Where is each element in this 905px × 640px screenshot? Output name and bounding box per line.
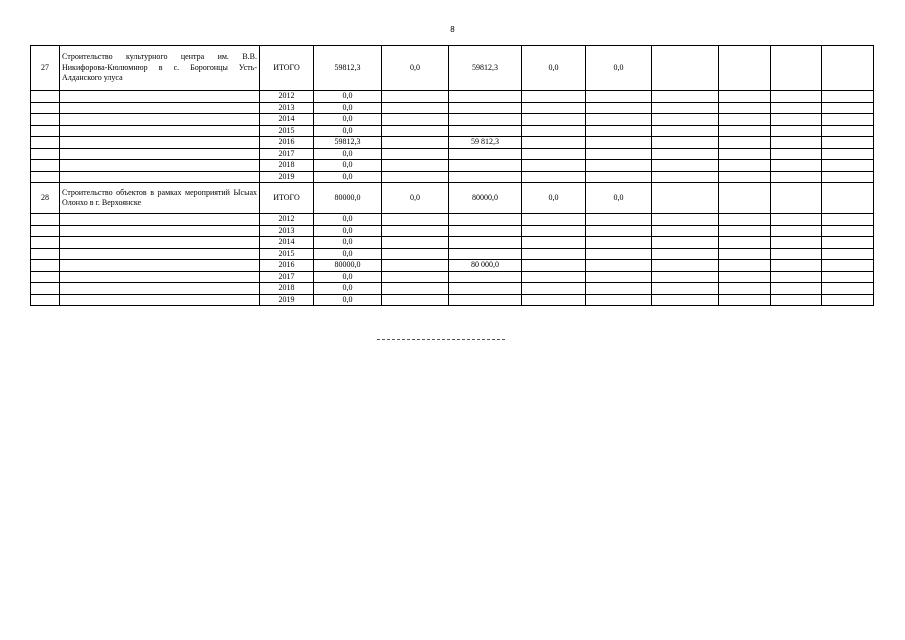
empty-cell	[31, 294, 60, 306]
empty-cell	[652, 102, 719, 114]
year-cell: 2019	[260, 294, 314, 306]
empty-cell	[822, 225, 874, 237]
year-value-cell: 0,0	[314, 102, 382, 114]
table-row-year	[31, 237, 874, 249]
empty-cell	[586, 294, 652, 306]
total-value-cell: 0,0	[382, 46, 449, 91]
year-value-cell: 0,0	[314, 283, 382, 295]
year-cell: 2014	[260, 237, 314, 249]
year-cell: 2015	[260, 125, 314, 137]
empty-cell	[719, 248, 771, 260]
empty-cell	[382, 160, 449, 172]
empty-cell	[522, 248, 586, 260]
empty-cell	[60, 91, 260, 103]
total-value-cell: 0,0	[522, 183, 586, 214]
total-value-cell	[652, 46, 719, 91]
empty-cell	[771, 294, 822, 306]
empty-cell	[522, 160, 586, 172]
empty-cell	[586, 283, 652, 295]
empty-cell	[719, 91, 771, 103]
empty-cell	[31, 102, 60, 114]
empty-cell	[652, 114, 719, 126]
year-value-cell: 0,0	[314, 125, 382, 137]
empty-cell	[822, 237, 874, 249]
empty-cell	[771, 214, 822, 226]
year-col3-cell: 80 000,0	[449, 260, 522, 272]
total-value-cell: 0,0	[586, 46, 652, 91]
year-cell: 2018	[260, 160, 314, 172]
empty-cell	[31, 171, 60, 183]
empty-cell	[382, 171, 449, 183]
year-value-cell: 0,0	[314, 171, 382, 183]
empty-cell	[586, 248, 652, 260]
total-label: ИТОГО	[260, 183, 314, 214]
table-row-year	[31, 160, 874, 172]
year-col3-cell	[449, 114, 522, 126]
empty-cell	[522, 225, 586, 237]
empty-cell	[60, 283, 260, 295]
empty-cell	[771, 171, 822, 183]
table-row-project	[31, 46, 874, 91]
empty-cell	[522, 91, 586, 103]
empty-cell	[771, 148, 822, 160]
empty-cell	[719, 283, 771, 295]
table-row-year	[31, 91, 874, 103]
empty-cell	[60, 248, 260, 260]
total-value-cell	[771, 183, 822, 214]
empty-cell	[382, 248, 449, 260]
year-value-cell: 0,0	[314, 237, 382, 249]
year-col3-cell	[449, 91, 522, 103]
empty-cell	[771, 125, 822, 137]
empty-cell	[719, 214, 771, 226]
empty-cell	[719, 148, 771, 160]
empty-cell	[60, 114, 260, 126]
year-cell: 2017	[260, 271, 314, 283]
empty-cell	[822, 214, 874, 226]
total-value-cell: 0,0	[382, 183, 449, 214]
empty-cell	[382, 294, 449, 306]
empty-cell	[652, 225, 719, 237]
total-value-cell	[719, 46, 771, 91]
empty-cell	[652, 271, 719, 283]
empty-cell	[822, 137, 874, 149]
empty-cell	[652, 137, 719, 149]
empty-cell	[586, 171, 652, 183]
year-cell: 2018	[260, 283, 314, 295]
empty-cell	[719, 225, 771, 237]
year-cell: 2016	[260, 137, 314, 149]
empty-cell	[60, 271, 260, 283]
year-col3-cell	[449, 237, 522, 249]
table-row-year	[31, 294, 874, 306]
year-cell: 2017	[260, 148, 314, 160]
table-row-year	[31, 148, 874, 160]
empty-cell	[586, 237, 652, 249]
total-label: ИТОГО	[260, 46, 314, 91]
empty-cell	[382, 214, 449, 226]
year-col3-cell	[449, 148, 522, 160]
empty-cell	[586, 137, 652, 149]
empty-cell	[31, 283, 60, 295]
empty-cell	[522, 260, 586, 272]
empty-cell	[60, 160, 260, 172]
empty-cell	[719, 114, 771, 126]
empty-cell	[382, 260, 449, 272]
empty-cell	[382, 114, 449, 126]
empty-cell	[822, 260, 874, 272]
year-col3-cell	[449, 102, 522, 114]
empty-cell	[822, 283, 874, 295]
empty-cell	[31, 260, 60, 272]
empty-cell	[652, 91, 719, 103]
empty-cell	[382, 283, 449, 295]
year-cell: 2012	[260, 214, 314, 226]
empty-cell	[822, 114, 874, 126]
empty-cell	[822, 102, 874, 114]
empty-cell	[522, 214, 586, 226]
year-cell: 2014	[260, 114, 314, 126]
year-value-cell: 0,0	[314, 148, 382, 160]
empty-cell	[31, 137, 60, 149]
budget-table	[30, 45, 874, 306]
empty-cell	[382, 148, 449, 160]
empty-cell	[771, 91, 822, 103]
empty-cell	[719, 237, 771, 249]
empty-cell	[771, 225, 822, 237]
year-col3-cell	[449, 294, 522, 306]
year-value-cell: 0,0	[314, 160, 382, 172]
empty-cell	[652, 125, 719, 137]
empty-cell	[31, 160, 60, 172]
empty-cell	[822, 91, 874, 103]
table-row-year	[31, 260, 874, 272]
empty-cell	[382, 137, 449, 149]
empty-cell	[771, 248, 822, 260]
empty-cell	[719, 171, 771, 183]
year-cell: 2015	[260, 248, 314, 260]
year-cell: 2019	[260, 171, 314, 183]
empty-cell	[719, 137, 771, 149]
year-col3-cell	[449, 225, 522, 237]
empty-cell	[652, 148, 719, 160]
empty-cell	[719, 160, 771, 172]
year-value-cell: 0,0	[314, 248, 382, 260]
empty-cell	[586, 148, 652, 160]
total-value-cell	[822, 46, 874, 91]
year-col3-cell: 59 812,3	[449, 137, 522, 149]
empty-cell	[822, 294, 874, 306]
year-value-cell: 0,0	[314, 91, 382, 103]
empty-cell	[771, 114, 822, 126]
empty-cell	[522, 271, 586, 283]
end-of-document-line	[377, 339, 505, 340]
empty-cell	[60, 125, 260, 137]
empty-cell	[522, 171, 586, 183]
empty-cell	[822, 148, 874, 160]
empty-cell	[31, 225, 60, 237]
empty-cell	[31, 148, 60, 160]
total-value-cell: 59812,3	[449, 46, 522, 91]
empty-cell	[522, 294, 586, 306]
project-number: 28	[31, 183, 60, 214]
year-cell: 2012	[260, 91, 314, 103]
empty-cell	[652, 160, 719, 172]
empty-cell	[652, 248, 719, 260]
year-value-cell: 0,0	[314, 214, 382, 226]
empty-cell	[522, 114, 586, 126]
year-col3-cell	[449, 125, 522, 137]
empty-cell	[771, 283, 822, 295]
empty-cell	[382, 91, 449, 103]
empty-cell	[719, 260, 771, 272]
table-row-year	[31, 114, 874, 126]
empty-cell	[586, 271, 652, 283]
empty-cell	[31, 248, 60, 260]
empty-cell	[60, 237, 260, 249]
empty-cell	[771, 160, 822, 172]
empty-cell	[60, 214, 260, 226]
empty-cell	[586, 260, 652, 272]
total-value-cell: 0,0	[522, 46, 586, 91]
empty-cell	[822, 160, 874, 172]
empty-cell	[822, 171, 874, 183]
empty-cell	[652, 294, 719, 306]
total-value-cell	[652, 183, 719, 214]
year-col3-cell	[449, 171, 522, 183]
year-value-cell: 0,0	[314, 294, 382, 306]
year-value-cell: 59812,3	[314, 137, 382, 149]
empty-cell	[382, 102, 449, 114]
empty-cell	[31, 91, 60, 103]
empty-cell	[60, 102, 260, 114]
empty-cell	[522, 137, 586, 149]
empty-cell	[382, 225, 449, 237]
empty-cell	[522, 102, 586, 114]
empty-cell	[60, 171, 260, 183]
empty-cell	[771, 260, 822, 272]
empty-cell	[31, 271, 60, 283]
empty-cell	[652, 260, 719, 272]
year-col3-cell	[449, 283, 522, 295]
table-row-year	[31, 271, 874, 283]
empty-cell	[652, 214, 719, 226]
empty-cell	[719, 125, 771, 137]
empty-cell	[60, 225, 260, 237]
year-cell: 2013	[260, 225, 314, 237]
empty-cell	[31, 114, 60, 126]
total-value-cell: 80000,0	[449, 183, 522, 214]
empty-cell	[822, 125, 874, 137]
year-value-cell: 0,0	[314, 114, 382, 126]
empty-cell	[652, 237, 719, 249]
empty-cell	[60, 148, 260, 160]
total-value-cell	[771, 46, 822, 91]
table-row-year	[31, 283, 874, 295]
empty-cell	[586, 102, 652, 114]
year-col3-cell	[449, 248, 522, 260]
empty-cell	[771, 237, 822, 249]
empty-cell	[522, 283, 586, 295]
year-cell: 2016	[260, 260, 314, 272]
empty-cell	[771, 137, 822, 149]
empty-cell	[382, 271, 449, 283]
year-col3-cell	[449, 271, 522, 283]
empty-cell	[382, 237, 449, 249]
empty-cell	[60, 137, 260, 149]
empty-cell	[31, 214, 60, 226]
table-row-year	[31, 248, 874, 260]
table-row-project	[31, 183, 874, 214]
empty-cell	[586, 160, 652, 172]
empty-cell	[586, 214, 652, 226]
year-col3-cell	[449, 214, 522, 226]
total-value-cell	[822, 183, 874, 214]
project-name: Строительство объектов в рамках мероприятий Ысыах Олонхо в г. Верхоянске	[60, 183, 260, 214]
empty-cell	[31, 125, 60, 137]
table-row-year	[31, 225, 874, 237]
year-value-cell: 0,0	[314, 225, 382, 237]
project-name: Строительство культурного центра им. В.В. Никифорова-Кюлюмнюр в с. Борогонцы Усть-Алданского улуса	[60, 46, 260, 91]
table-row-year	[31, 102, 874, 114]
empty-cell	[382, 125, 449, 137]
empty-cell	[586, 125, 652, 137]
empty-cell	[60, 260, 260, 272]
empty-cell	[586, 114, 652, 126]
total-value-cell	[719, 183, 771, 214]
total-value-cell: 59812,3	[314, 46, 382, 91]
table-row-year	[31, 125, 874, 137]
empty-cell	[719, 294, 771, 306]
table-row-year	[31, 171, 874, 183]
year-value-cell: 80000,0	[314, 260, 382, 272]
page-number: 8	[450, 25, 455, 34]
total-value-cell: 0,0	[586, 183, 652, 214]
table-row-year	[31, 137, 874, 149]
empty-cell	[522, 237, 586, 249]
project-number: 27	[31, 46, 60, 91]
year-value-cell: 0,0	[314, 271, 382, 283]
empty-cell	[652, 171, 719, 183]
year-col3-cell	[449, 160, 522, 172]
empty-cell	[60, 294, 260, 306]
empty-cell	[522, 148, 586, 160]
empty-cell	[586, 91, 652, 103]
empty-cell	[719, 271, 771, 283]
total-value-cell: 80000,0	[314, 183, 382, 214]
empty-cell	[652, 283, 719, 295]
empty-cell	[719, 102, 771, 114]
table-row-year	[31, 214, 874, 226]
empty-cell	[771, 271, 822, 283]
empty-cell	[586, 225, 652, 237]
empty-cell	[522, 125, 586, 137]
empty-cell	[31, 237, 60, 249]
year-cell: 2013	[260, 102, 314, 114]
empty-cell	[771, 102, 822, 114]
empty-cell	[822, 271, 874, 283]
empty-cell	[822, 248, 874, 260]
